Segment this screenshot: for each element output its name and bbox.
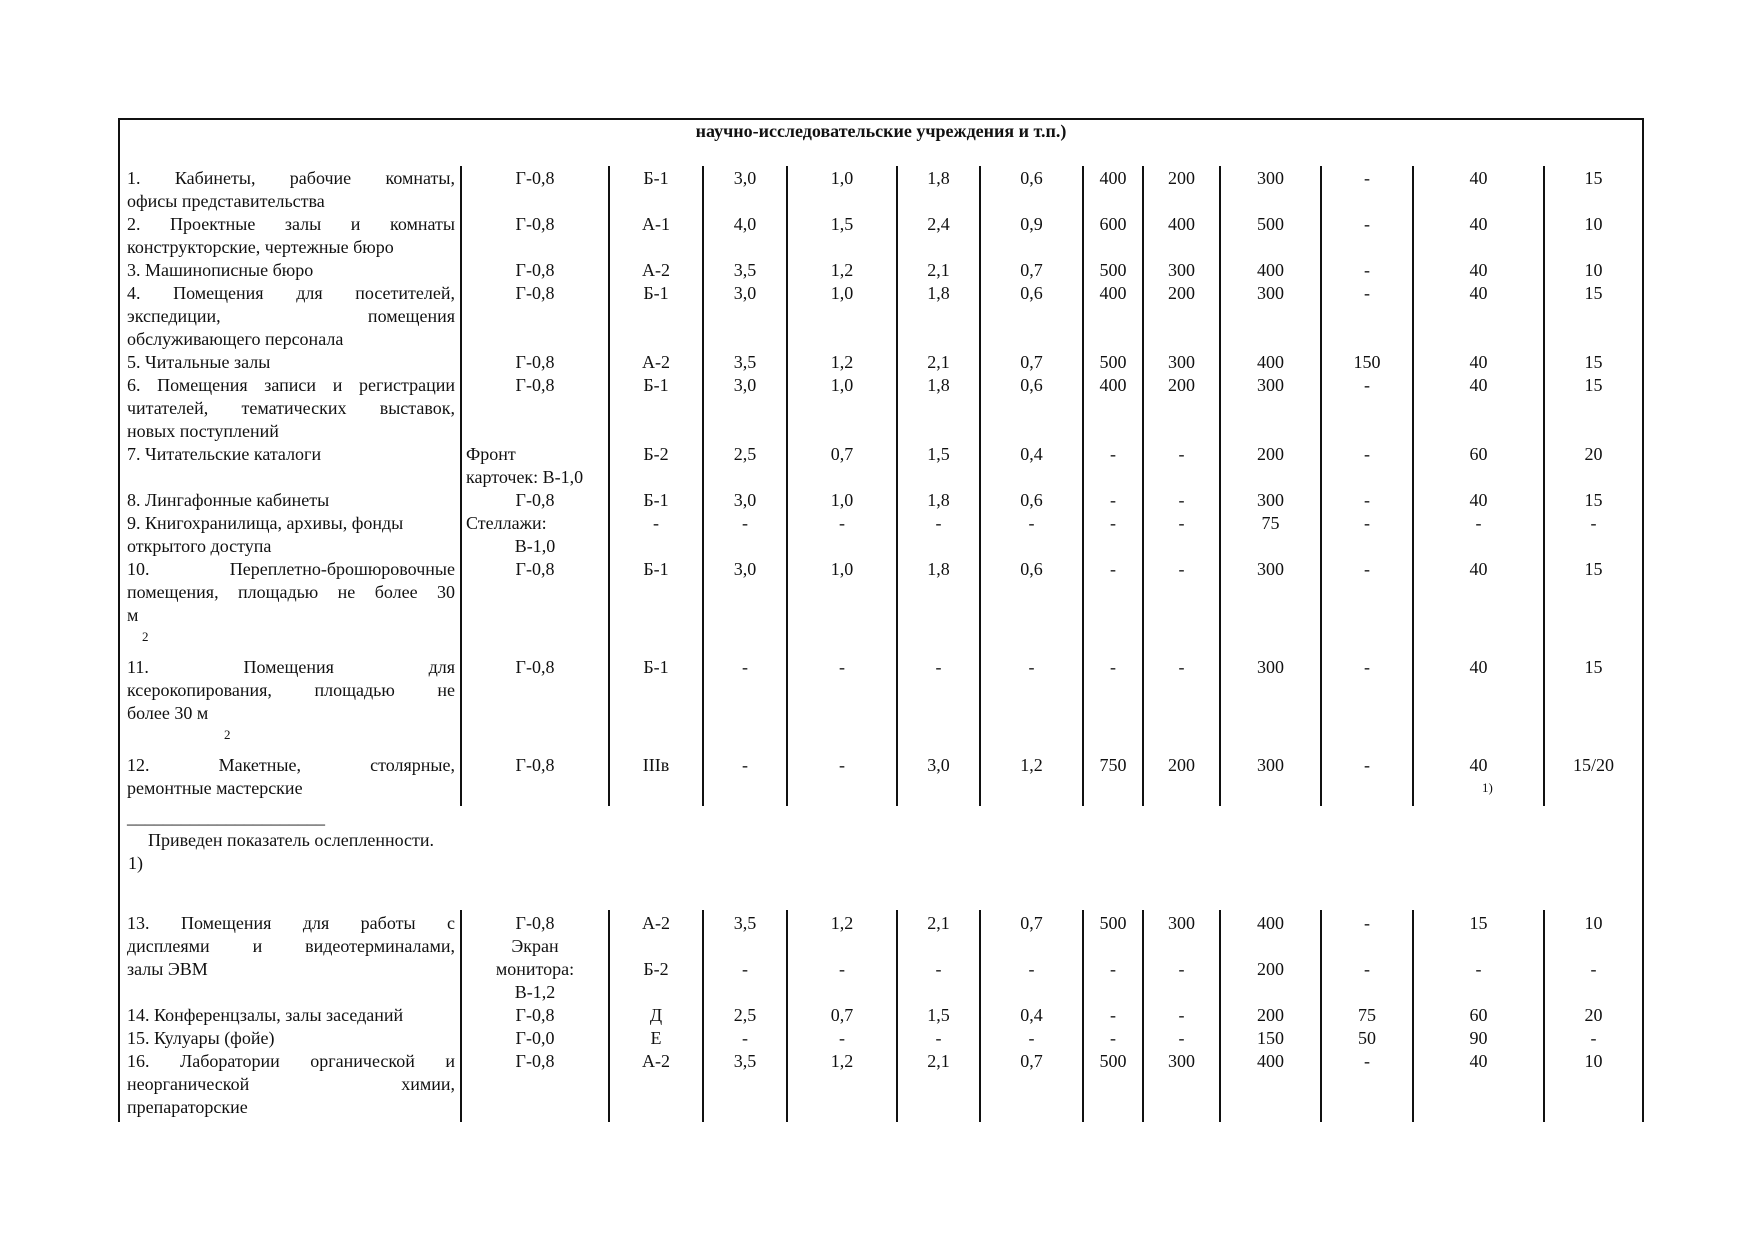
- cell-value: В-1,0: [514, 536, 556, 556]
- cell-value: -: [1364, 657, 1370, 677]
- cell-value: 0,9: [1020, 214, 1043, 234]
- cell-value: 600: [1099, 214, 1127, 234]
- superscript: 2: [224, 727, 231, 742]
- cell-value: 400: [1257, 1051, 1284, 1071]
- cell-value: А-2: [642, 913, 670, 933]
- cell-value: 2,1: [927, 352, 950, 372]
- cell-value: 200: [1257, 1005, 1284, 1025]
- cell-value: -: [1028, 1028, 1035, 1048]
- cell-value: карточек: В-1,0: [466, 467, 584, 487]
- cell-value: -: [1110, 657, 1116, 677]
- cell-value: 60: [1469, 1005, 1488, 1025]
- footnote-marker: 1): [128, 853, 143, 873]
- cell-value: 500: [1099, 913, 1127, 933]
- cell-value: Б-1: [643, 559, 669, 579]
- cell-value: -: [1110, 559, 1116, 579]
- cell-value: 60: [1469, 444, 1488, 464]
- cell-value: Б-1: [643, 283, 669, 303]
- cell-value: 40: [1469, 168, 1488, 188]
- cell-value: -: [1364, 559, 1370, 579]
- cell-value: 300: [1168, 260, 1195, 280]
- cell-value: Г-0,8: [515, 352, 555, 372]
- cell-value: 200: [1168, 168, 1195, 188]
- cell-value: -: [1364, 1051, 1370, 1071]
- row-name-line: 3. Машинописные бюро: [127, 260, 314, 280]
- row-name-line: 8. Лингафонные кабинеты: [127, 490, 330, 510]
- cell-value: Г-0,8: [515, 657, 555, 677]
- cell-value: Б-2: [643, 444, 669, 464]
- cell-value: 1,2: [830, 352, 854, 372]
- cell-value: 0,7: [830, 444, 854, 464]
- cell-value: -: [1178, 1005, 1185, 1025]
- row-name-line: экспедиции, помещения: [127, 306, 455, 326]
- cell-value: 0,6: [1020, 375, 1043, 395]
- cell-value: 300: [1257, 559, 1284, 579]
- cell-value: 400: [1099, 168, 1127, 188]
- cell-value: -: [1110, 513, 1116, 533]
- table-title: научно-исследовательские учреждения и т.п.): [695, 121, 1067, 141]
- cell-value: -: [1028, 513, 1035, 533]
- cell-value: 1,5: [830, 214, 854, 234]
- cell-value: 0,6: [1020, 559, 1043, 579]
- cell-value: -: [935, 513, 942, 533]
- cell-value: 0,4: [1020, 1005, 1043, 1025]
- cell-value: 1,2: [1020, 755, 1043, 775]
- cell-value: 2,1: [927, 913, 950, 933]
- cell-value: 3,5: [733, 913, 757, 933]
- cell-value: Б-1: [643, 375, 669, 395]
- cell-value: 15/20: [1572, 755, 1614, 775]
- cell-value: IIIв: [642, 755, 670, 775]
- cell-value: -: [1364, 913, 1370, 933]
- cell-value: -: [935, 1028, 942, 1048]
- cell-value: -: [1364, 260, 1370, 280]
- cell-value: 300: [1257, 283, 1284, 303]
- cell-value: Г-0,8: [515, 913, 555, 933]
- cell-value: 500: [1099, 260, 1127, 280]
- cell-value: 90: [1469, 1028, 1488, 1048]
- cell-value: А-2: [642, 1051, 670, 1071]
- cell-value: 15: [1584, 283, 1603, 303]
- cell-value: 300: [1257, 657, 1284, 677]
- cell-value: 0,4: [1020, 444, 1043, 464]
- cell-value: 1,8: [927, 559, 950, 579]
- cell-value: 300: [1257, 168, 1284, 188]
- cell-value: 3,0: [733, 375, 757, 395]
- cell-value: Г-0,8: [515, 283, 555, 303]
- cell-value: 40: [1469, 352, 1488, 372]
- cell-value: А-2: [642, 352, 670, 372]
- row-name-line: 1. Кабинеты, рабочие комнаты,: [127, 168, 455, 188]
- cell-value: 75: [1261, 513, 1280, 533]
- cell-value: 1,2: [830, 913, 854, 933]
- cell-value: Д: [649, 1005, 663, 1025]
- row-name-line: конструкторские, чертежные бюро: [127, 237, 394, 257]
- row-name-line: 11. Помещения для: [127, 657, 455, 677]
- cell-value: 500: [1099, 1051, 1127, 1071]
- cell-value: 0,7: [1020, 913, 1043, 933]
- cell-value: -: [1590, 959, 1597, 979]
- cell-value: -: [1364, 959, 1370, 979]
- cell-value: 1,0: [830, 490, 854, 510]
- table-right-border: [1642, 118, 1644, 1122]
- cell-value: 20: [1584, 444, 1603, 464]
- row-name-line: офисы представительства: [127, 191, 325, 211]
- cell-value: 15: [1584, 657, 1603, 677]
- cell-value: -: [1364, 490, 1370, 510]
- cell-value: 40: [1469, 375, 1488, 395]
- cell-value: -: [1475, 959, 1482, 979]
- cell-value: 300: [1257, 490, 1284, 510]
- cell-value: Б-1: [643, 657, 669, 677]
- cell-value: Фронт: [466, 444, 516, 464]
- cell-value: 500: [1257, 214, 1284, 234]
- cell-value: Г-0,8: [515, 1005, 555, 1025]
- cell-value: -: [839, 657, 845, 677]
- cell-value: 3,0: [733, 490, 757, 510]
- cell-value: Г-0,8: [515, 375, 555, 395]
- cell-value: 1,8: [927, 283, 950, 303]
- cell-value: 40: [1469, 490, 1488, 510]
- cell-value: 15: [1584, 168, 1603, 188]
- cell-value: 1,5: [927, 444, 950, 464]
- cell-value: -: [1110, 959, 1116, 979]
- cell-value: 500: [1099, 352, 1127, 372]
- cell-value: А-2: [642, 260, 670, 280]
- cell-value: Стеллажи:: [466, 513, 547, 533]
- row-name-line: 12. Макетные, столярные,: [127, 755, 455, 775]
- row-name-line: 5. Читальные залы: [127, 352, 271, 372]
- cell-value: -: [839, 1028, 845, 1048]
- cell-value: Экран: [511, 936, 559, 956]
- cell-value: 400: [1257, 913, 1284, 933]
- cell-value: Е: [650, 1028, 662, 1048]
- cell-value: -: [1110, 444, 1116, 464]
- cell-value: 3,5: [733, 1051, 757, 1071]
- cell-value: монитора:: [495, 959, 575, 979]
- cell-value: -: [1178, 559, 1185, 579]
- cell-value: -: [653, 513, 659, 533]
- cell-value: -: [1364, 513, 1370, 533]
- cell-value: -: [742, 1028, 748, 1048]
- row-name-line: 10. Переплетно-брошюровочные: [127, 559, 455, 579]
- cell-value: 0,6: [1020, 168, 1043, 188]
- cell-value: -: [1178, 657, 1185, 677]
- cell-value: -: [1178, 444, 1185, 464]
- cell-value: -: [1364, 168, 1370, 188]
- cell-value: 400: [1168, 214, 1195, 234]
- cell-value: 40: [1469, 283, 1488, 303]
- row-name-line: обслуживающего персонала: [127, 329, 344, 349]
- cell-value: -: [1364, 755, 1370, 775]
- cell-value: 200: [1168, 375, 1195, 395]
- cell-value: 10: [1584, 913, 1603, 933]
- cell-value: 40: [1469, 559, 1488, 579]
- cell-value: 10: [1584, 260, 1603, 280]
- cell-value: 1,8: [927, 375, 950, 395]
- cell-value: 40: [1469, 214, 1488, 234]
- cell-value: 0,6: [1020, 490, 1043, 510]
- footnote-rule: ______________________: [127, 807, 325, 827]
- cell-value: 3,0: [733, 559, 757, 579]
- row-name-line: ксерокопирования, площадью не: [127, 680, 455, 700]
- cell-value: 0,7: [1020, 260, 1043, 280]
- cell-value: 15: [1584, 352, 1603, 372]
- cell-value: 4,0: [733, 214, 757, 234]
- cell-value: 15: [1584, 375, 1603, 395]
- row-name-line: 9. Книгохранилища, архивы, фонды: [127, 513, 404, 533]
- cell-value: 1,0: [830, 168, 854, 188]
- cell-value: -: [839, 755, 845, 775]
- cell-value: 400: [1099, 283, 1127, 303]
- cell-value: -: [1364, 375, 1370, 395]
- row-name-line: 16. Лаборатории органической и: [127, 1051, 455, 1071]
- row-name-line: 4. Помещения для посетителей,: [127, 283, 455, 303]
- cell-value: 400: [1257, 260, 1284, 280]
- cell-value: -: [1178, 959, 1185, 979]
- cell-value: А-1: [642, 214, 670, 234]
- cell-value: 10: [1584, 1051, 1603, 1071]
- cell-value: -: [1590, 1028, 1597, 1048]
- cell-value: 1,2: [830, 260, 854, 280]
- cell-value: -: [839, 513, 845, 533]
- cell-value: -: [1475, 513, 1482, 533]
- cell-value: 300: [1168, 352, 1195, 372]
- cell-value: 1,0: [830, 375, 854, 395]
- cell-value: -: [935, 959, 942, 979]
- cell-value: -: [1110, 1005, 1116, 1025]
- cell-value: 40: [1469, 260, 1488, 280]
- cell-value: 200: [1257, 959, 1284, 979]
- cell-value: -: [1364, 214, 1370, 234]
- cell-value: 150: [1257, 1028, 1284, 1048]
- cell-value: 0,7: [830, 1005, 854, 1025]
- cell-value: Б-1: [643, 168, 669, 188]
- cell-value: 3,0: [733, 283, 757, 303]
- cell-value: -: [1364, 444, 1370, 464]
- cell-value: 75: [1358, 1005, 1376, 1025]
- cell-value: -: [742, 513, 748, 533]
- cell-value: 1,8: [927, 490, 950, 510]
- cell-value: 3,5: [733, 260, 757, 280]
- row-name-line: 13. Помещения для работы с: [127, 913, 455, 933]
- row-name-line: 15. Кулуары (фойе): [127, 1028, 275, 1048]
- cell-value: 1,0: [830, 559, 854, 579]
- cell-value: -: [742, 657, 748, 677]
- cell-value: 200: [1257, 444, 1284, 464]
- cell-value: 2,4: [927, 214, 950, 234]
- row-name-line: 14. Конференцзалы, залы заседаний: [127, 1005, 404, 1025]
- cell-value: 20: [1584, 1005, 1603, 1025]
- cell-value: В-1,2: [514, 982, 556, 1002]
- cell-value: -: [1178, 513, 1185, 533]
- cell-value: 200: [1168, 283, 1195, 303]
- cell-value: 200: [1168, 755, 1195, 775]
- cell-value: -: [1110, 490, 1116, 510]
- cell-value: 40: [1469, 1051, 1488, 1071]
- cell-value: 3,0: [733, 168, 757, 188]
- superscript: 2: [142, 629, 149, 644]
- row-name-line: ремонтные мастерские: [127, 778, 303, 798]
- cell-value: 40: [1469, 755, 1488, 775]
- cell-value: 15: [1584, 490, 1603, 510]
- cell-value: Г-0,8: [515, 214, 555, 234]
- cell-value: Г-0,8: [515, 490, 555, 510]
- cell-value: -: [1028, 959, 1035, 979]
- cell-value: -: [839, 959, 845, 979]
- superscript: 1): [1482, 780, 1493, 795]
- cell-value: 300: [1168, 1051, 1195, 1071]
- cell-value: 2,5: [733, 1005, 757, 1025]
- cell-value: -: [935, 657, 942, 677]
- cell-value: 3,5: [733, 352, 757, 372]
- cell-value: Б-2: [643, 959, 669, 979]
- cell-value: Г-0,8: [515, 559, 555, 579]
- cell-value: Г-0,8: [515, 168, 555, 188]
- footnote-text: Приведен показатель ослепленности.: [148, 830, 435, 850]
- row-name-line: открытого доступа: [127, 536, 272, 556]
- cell-value: -: [1364, 283, 1370, 303]
- cell-value: Г-0,8: [515, 1051, 555, 1071]
- cell-value: Б-1: [643, 490, 669, 510]
- cell-value: 1,5: [927, 1005, 950, 1025]
- cell-value: 40: [1469, 657, 1488, 677]
- row-name-line: 7. Читательские каталоги: [127, 444, 322, 464]
- row-name-line: 2. Проектные залы и комнаты: [127, 214, 455, 234]
- cell-value: 50: [1358, 1028, 1376, 1048]
- cell-value: Г-0,0: [515, 1028, 555, 1048]
- cell-value: -: [1110, 1028, 1116, 1048]
- cell-value: -: [1178, 490, 1185, 510]
- row-name-line: м: [127, 605, 139, 625]
- cell-value: 150: [1353, 352, 1381, 372]
- row-name-line: дисплеями и видеотерминалами,: [127, 936, 455, 956]
- cell-value: 300: [1257, 755, 1284, 775]
- cell-value: -: [1178, 1028, 1185, 1048]
- row-name-line: читателей, тематических выставок,: [127, 398, 455, 418]
- row-name-line: более 30 м: [127, 703, 209, 723]
- cell-value: -: [1028, 657, 1035, 677]
- row-name-line: неорганической химии,: [127, 1074, 455, 1094]
- cell-value: Г-0,8: [515, 755, 555, 775]
- cell-value: 400: [1257, 352, 1284, 372]
- cell-value: 0,7: [1020, 352, 1043, 372]
- cell-value: 0,6: [1020, 283, 1043, 303]
- cell-value: 1,8: [927, 168, 950, 188]
- cell-value: 15: [1584, 559, 1603, 579]
- row-name-line: 6. Помещения записи и регистрации: [127, 375, 455, 395]
- cell-value: 3,0: [927, 755, 950, 775]
- cell-value: 300: [1257, 375, 1284, 395]
- cell-value: 300: [1168, 913, 1195, 933]
- cell-value: 0,7: [1020, 1051, 1043, 1071]
- cell-value: -: [742, 755, 748, 775]
- cell-value: 2,5: [733, 444, 757, 464]
- cell-value: 10: [1584, 214, 1603, 234]
- row-name-line: залы ЭВМ: [127, 959, 208, 979]
- cell-value: 15: [1469, 913, 1488, 933]
- cell-value: 2,1: [927, 260, 950, 280]
- cell-value: Г-0,8: [515, 260, 555, 280]
- cell-value: 400: [1099, 375, 1127, 395]
- cell-value: -: [742, 959, 748, 979]
- row-name-line: новых поступлений: [127, 421, 279, 441]
- cell-value: 1,2: [830, 1051, 854, 1071]
- cell-value: 1,0: [830, 283, 854, 303]
- cell-value: 2,1: [927, 1051, 950, 1071]
- row-name-line: препараторские: [127, 1097, 248, 1117]
- row-name-line: помещения, площадью не более 30: [127, 582, 455, 602]
- cell-value: -: [1590, 513, 1597, 533]
- cell-value: 750: [1099, 755, 1127, 775]
- table-left-border: [118, 118, 120, 1122]
